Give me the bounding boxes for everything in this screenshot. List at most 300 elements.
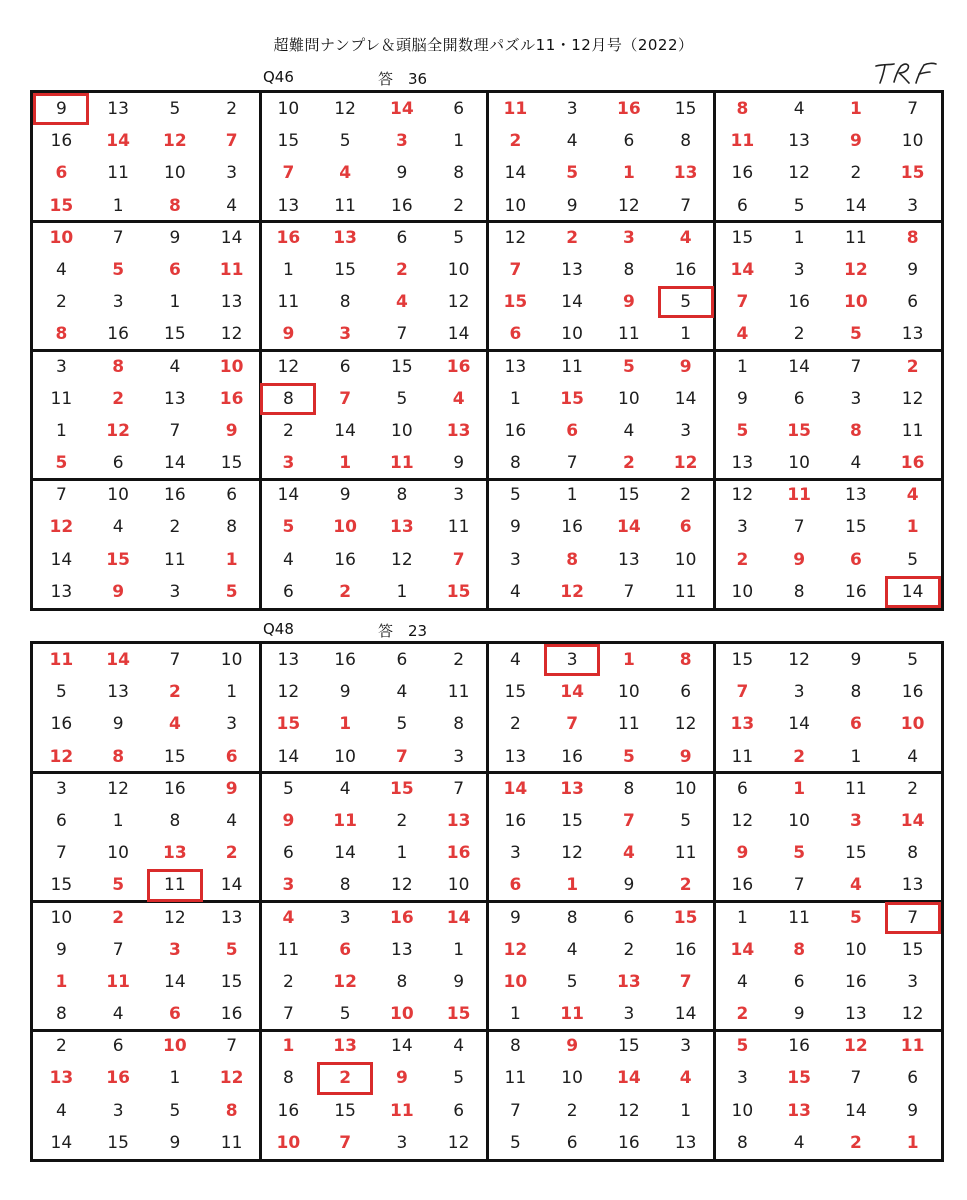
grid-cell: 8 <box>396 971 408 992</box>
grid-cell: 4 <box>679 1068 692 1089</box>
grid-cell: 6 <box>907 1068 919 1089</box>
grid-cell: 9 <box>622 292 635 313</box>
grid-cell: 13 <box>163 843 187 864</box>
grid-cell: 14 <box>446 907 471 928</box>
grid-cell: 16 <box>334 650 356 670</box>
grid-body <box>33 93 941 608</box>
grid-cell: 13 <box>277 195 300 216</box>
grid-cell: 5 <box>509 1132 521 1153</box>
grid-cell: 9 <box>396 163 408 184</box>
grid-cell: 8 <box>793 939 806 960</box>
grid-cell: 10 <box>334 746 356 767</box>
grid-cell: 12 <box>107 778 129 799</box>
grid-cell: 2 <box>849 1132 862 1153</box>
grid-cell: 9 <box>679 746 692 767</box>
grid-cell: 5 <box>849 907 862 928</box>
grid-cell: 3 <box>339 907 351 928</box>
grid-cell: 12 <box>49 517 74 538</box>
highlighted-cell: 14 <box>885 576 941 608</box>
grid-cell: 4 <box>793 1132 805 1153</box>
grid-cell: 5 <box>566 163 579 184</box>
grid-cell: 2 <box>679 875 692 896</box>
grid-cell: 11 <box>447 517 470 538</box>
grid-cell: 2 <box>509 714 521 735</box>
grid-cell: 5 <box>55 682 67 703</box>
grid-cell: 3 <box>55 356 67 377</box>
grid-cell: 5 <box>55 453 68 474</box>
grid-cell: 16 <box>220 1004 243 1025</box>
grid-cell: 1 <box>112 810 124 831</box>
grid-cell: 14 <box>50 1132 73 1153</box>
grid-cell: 5 <box>396 714 408 735</box>
grid-cell: 3 <box>849 810 862 831</box>
grid-cell: 14 <box>674 1004 697 1025</box>
grid-cell: 1 <box>509 388 521 409</box>
highlighted-cell: 11 <box>147 869 203 901</box>
grid-cell: 2 <box>736 1004 749 1025</box>
grid-cell: 6 <box>849 714 862 735</box>
grid-cell: 3 <box>566 99 578 119</box>
grid-cell: 16 <box>674 939 697 960</box>
grid-cell: 15 <box>503 292 528 313</box>
grid-cell: 1 <box>680 1100 692 1121</box>
grid-cell: 3 <box>282 453 295 474</box>
highlighted-cell: 5 <box>658 286 714 318</box>
grid-cell: 15 <box>901 939 924 960</box>
grid-cell: 4 <box>736 971 748 992</box>
grid-cell: 10 <box>674 549 697 570</box>
grid-cell: 6 <box>339 939 352 960</box>
grid-cell: 8 <box>623 259 635 280</box>
grid-cell: 13 <box>730 714 755 735</box>
sudoku-grid <box>30 641 944 1162</box>
grid-cell: 15 <box>164 746 186 767</box>
grid-cell: 3 <box>282 875 295 896</box>
grid-cell: 8 <box>793 581 805 602</box>
grid-cell: 10 <box>447 259 470 280</box>
grid-cell: 1 <box>736 356 748 377</box>
grid-cell: 2 <box>55 1036 67 1057</box>
grid-cell: 2 <box>395 259 408 280</box>
grid-cell: 16 <box>446 356 471 377</box>
grid-cell: 16 <box>164 778 186 799</box>
grid-cell: 5 <box>282 778 294 799</box>
grid-cell: 8 <box>906 227 919 248</box>
grid-cell: 16 <box>277 1100 300 1121</box>
grid-cell: 15 <box>731 650 754 670</box>
grid-cell: 1 <box>396 843 408 864</box>
grid-cell: 11 <box>277 939 300 960</box>
grid-cell: 2 <box>566 227 579 248</box>
grid-cell: 16 <box>164 485 186 506</box>
grid-cell: 16 <box>900 453 925 474</box>
grid-cell: 12 <box>731 485 754 506</box>
grid-cell: 6 <box>736 778 748 799</box>
grid-cell: 14 <box>447 324 470 345</box>
grid-cell: 7 <box>225 131 238 152</box>
grid-cell: 3 <box>453 485 465 506</box>
grid-cell: 14 <box>617 517 641 538</box>
grid-cell: 11 <box>390 1100 414 1121</box>
grid-cell: 11 <box>618 714 640 735</box>
grid-cell: 7 <box>907 99 919 119</box>
grid-cell: 1 <box>906 517 919 538</box>
grid-cell: 12 <box>391 875 413 896</box>
grid-cell: 12 <box>219 1068 244 1089</box>
grid-cell: 5 <box>849 324 862 345</box>
grid-cell: 13 <box>220 292 243 313</box>
grid-cell: 12 <box>901 388 924 409</box>
grid-cell: 4 <box>736 324 749 345</box>
grid-cell: 1 <box>169 1068 181 1089</box>
grid-cell: 4 <box>623 420 635 441</box>
grid-cell: 12 <box>163 131 187 152</box>
grid-cell: 16 <box>391 195 413 216</box>
grid-cell: 15 <box>106 549 130 570</box>
grid-cell: 12 <box>504 227 527 248</box>
grid-cell: 9 <box>339 485 351 506</box>
grid-cell: 5 <box>225 581 238 602</box>
grid-cell: 2 <box>680 485 692 506</box>
grid-cell: 15 <box>391 356 413 377</box>
grid-cell: 7 <box>736 292 749 313</box>
grid-cell: 4 <box>282 549 294 570</box>
grid-cell: 2 <box>112 388 125 409</box>
grid-cell: 8 <box>396 485 408 506</box>
grid-cell: 2 <box>566 1100 578 1121</box>
grid-cell: 7 <box>452 549 465 570</box>
grid-cell: 16 <box>845 971 867 992</box>
grid-cell: 11 <box>845 227 867 248</box>
grid-cell: 16 <box>446 843 471 864</box>
grid-cell: 9 <box>169 227 181 248</box>
grid-cell: 4 <box>168 714 181 735</box>
grid-cell: 12 <box>674 714 697 735</box>
grid-cell: 6 <box>112 1036 124 1057</box>
grid-cell: 5 <box>907 549 919 570</box>
grid-cell: 3 <box>793 682 805 703</box>
grid-cell: 11 <box>618 324 640 345</box>
grid-cell: 13 <box>50 581 73 602</box>
grid-cell: 8 <box>453 714 465 735</box>
grid-cell: 5 <box>112 875 125 896</box>
grid-cell: 16 <box>618 1132 640 1153</box>
grid-cell: 6 <box>453 99 465 119</box>
grid-cell: 4 <box>226 810 238 831</box>
grid-cell: 16 <box>504 810 527 831</box>
grid-cell: 11 <box>106 971 130 992</box>
grid-cell: 13 <box>674 1132 697 1153</box>
grid-cell: 13 <box>787 1100 811 1121</box>
grid-cell: 14 <box>900 810 925 831</box>
grid-cell: 14 <box>334 420 356 441</box>
grid-cell: 6 <box>282 843 294 864</box>
grid-cell: 11 <box>333 810 357 831</box>
grid-cell: 13 <box>618 549 640 570</box>
grid-cell: 9 <box>282 810 295 831</box>
grid-cell: 15 <box>107 1132 129 1153</box>
grid-cell: 11 <box>107 163 129 184</box>
grid-cell: 5 <box>509 485 521 506</box>
grid-cell: 10 <box>674 778 697 799</box>
grid-cell: 15 <box>674 99 697 119</box>
grid-cell: 7 <box>169 650 181 670</box>
puzzle-label: Q46 <box>263 68 294 86</box>
grid-cell: 11 <box>674 843 697 864</box>
grid-cell: 11 <box>504 1068 527 1089</box>
grid-cell: 11 <box>730 131 755 152</box>
grid-cell: 9 <box>55 939 67 960</box>
grid-cell: 13 <box>845 1004 867 1025</box>
grid-cell: 10 <box>901 131 924 152</box>
grid-cell: 15 <box>731 227 754 248</box>
grid-cell: 16 <box>788 1036 810 1057</box>
grid-cell: 9 <box>112 714 124 735</box>
grid-cell: 16 <box>219 388 244 409</box>
grid-cell: 14 <box>390 99 414 119</box>
grid-cell: 9 <box>509 517 521 538</box>
grid-cell: 14 <box>730 939 755 960</box>
grid-cell: 8 <box>679 650 692 670</box>
grid-cell: 7 <box>339 388 352 409</box>
grid-cell: 9 <box>566 1036 579 1057</box>
grid-cell: 11 <box>49 650 74 670</box>
grid-cell: 10 <box>844 292 868 313</box>
grid-cell: 3 <box>509 549 521 570</box>
grid-cell: 14 <box>220 227 243 248</box>
grid-cell: 9 <box>850 650 862 670</box>
grid-cell: 10 <box>220 650 243 670</box>
grid-cell: 8 <box>225 1100 238 1121</box>
highlighted-cell: 7 <box>885 902 941 934</box>
grid-cell: 3 <box>55 778 67 799</box>
grid-cell: 15 <box>334 259 356 280</box>
grid-cell: 15 <box>50 875 73 896</box>
grid-cell: 16 <box>50 131 73 152</box>
grid-cell: 3 <box>226 714 238 735</box>
grid-cell: 13 <box>561 259 583 280</box>
grid-cell: 16 <box>731 875 754 896</box>
grid-cell: 2 <box>622 453 635 474</box>
grid-cell: 7 <box>793 875 805 896</box>
grid-cell: 1 <box>566 875 579 896</box>
grid-cell: 8 <box>226 517 238 538</box>
grid-cell: 6 <box>793 971 805 992</box>
grid-cell: 7 <box>679 971 692 992</box>
grid-cell: 16 <box>390 907 414 928</box>
grid-cell: 7 <box>55 843 67 864</box>
grid-cell: 12 <box>391 549 413 570</box>
grid-cell: 2 <box>282 420 294 441</box>
grid-cell: 1 <box>55 971 68 992</box>
grid-cell: 12 <box>788 163 810 184</box>
grid-cell: 13 <box>617 971 641 992</box>
grid-cell: 1 <box>396 581 408 602</box>
grid-cell: 7 <box>622 810 635 831</box>
grid-cell: 15 <box>618 485 640 506</box>
grid-cell: 13 <box>560 778 584 799</box>
grid-cell: 9 <box>453 971 465 992</box>
grid-cell: 11 <box>787 485 811 506</box>
grid-cell: 15 <box>390 778 414 799</box>
grid-cell: 8 <box>623 778 635 799</box>
grid-cell: 13 <box>277 650 300 670</box>
grid-cell: 4 <box>55 1100 67 1121</box>
grid-cell: 4 <box>282 907 295 928</box>
grid-cell: 2 <box>906 356 919 377</box>
grid-cell: 8 <box>169 810 181 831</box>
grid-cell: 8 <box>282 1068 294 1089</box>
grid-cell: 13 <box>164 388 186 409</box>
grid-cell: 16 <box>788 292 810 313</box>
grid-cell: 7 <box>112 227 124 248</box>
grid-cell: 6 <box>339 356 351 377</box>
answer-label: 答 36 <box>378 70 428 88</box>
grid-cell: 5 <box>339 1004 351 1025</box>
grid-cell: 13 <box>731 453 754 474</box>
grid-cell: 4 <box>453 1036 465 1057</box>
grid-cell: 14 <box>845 195 867 216</box>
grid-cell: 3 <box>850 388 862 409</box>
grid-cell: 10 <box>333 517 357 538</box>
signature <box>872 60 938 86</box>
grid-cell: 3 <box>736 517 748 538</box>
grid-cell: 1 <box>55 420 67 441</box>
grid-cell: 11 <box>674 581 697 602</box>
grid-cell: 10 <box>561 1068 583 1089</box>
grid-cell: 12 <box>788 650 810 670</box>
grid-cell: 11 <box>561 356 583 377</box>
grid-cell: 16 <box>561 517 583 538</box>
grid-cell: 14 <box>674 388 697 409</box>
grid-cell: 13 <box>391 939 413 960</box>
grid-cell: 15 <box>334 1100 356 1121</box>
grid-cell: 11 <box>900 1036 925 1057</box>
grid-cell: 11 <box>390 453 414 474</box>
grid-cell: 12 <box>164 907 186 928</box>
grid-cell: 6 <box>509 324 522 345</box>
grid-cell: 12 <box>731 810 754 831</box>
grid-cell: 7 <box>169 420 181 441</box>
grid-cell: 2 <box>453 650 465 670</box>
grid-cell: 4 <box>849 875 862 896</box>
grid-cell: 7 <box>509 259 522 280</box>
grid-cell: 5 <box>169 1100 181 1121</box>
grid-cell: 8 <box>55 1004 67 1025</box>
grid-cell: 9 <box>736 843 749 864</box>
grid-cell: 12 <box>673 453 698 474</box>
grid-cell: 10 <box>164 163 186 184</box>
grid-cell: 3 <box>680 1036 692 1057</box>
grid-cell: 2 <box>793 746 806 767</box>
grid-cell: 6 <box>453 1100 465 1121</box>
grid-cell: 8 <box>849 420 862 441</box>
grid-cell: 8 <box>453 163 465 184</box>
grid-cell: 3 <box>395 131 408 152</box>
grid-cell: 8 <box>736 1132 748 1153</box>
grid-cell: 3 <box>453 746 465 767</box>
grid-cell: 4 <box>793 99 805 119</box>
grid-cell: 13 <box>901 324 924 345</box>
grid-cell: 16 <box>106 1068 130 1089</box>
grid-cell: 16 <box>901 682 924 703</box>
grid-cell: 15 <box>276 714 301 735</box>
puzzle-label: Q48 <box>263 620 294 638</box>
grid-cell: 9 <box>225 778 238 799</box>
grid-cell: 1 <box>339 714 352 735</box>
highlighted-cell: 3 <box>544 644 600 676</box>
grid-cell: 1 <box>622 163 635 184</box>
grid-cell: 5 <box>339 131 351 152</box>
grid-cell: 9 <box>849 131 862 152</box>
grid-cell: 7 <box>736 682 749 703</box>
grid-cell: 7 <box>226 1036 238 1057</box>
grid-cell: 1 <box>566 485 578 506</box>
grid-cell: 9 <box>907 1100 919 1121</box>
grid-cell: 6 <box>112 453 124 474</box>
grid-cell: 3 <box>622 227 635 248</box>
grid-cell: 8 <box>566 907 578 928</box>
grid-cell: 7 <box>566 453 578 474</box>
grid-cell: 1 <box>169 292 181 313</box>
grid-cell: 14 <box>730 259 755 280</box>
grid-cell: 13 <box>107 682 129 703</box>
grid-cell: 14 <box>164 971 186 992</box>
grid-cell: 10 <box>391 420 413 441</box>
grid-cell: 6 <box>396 650 408 670</box>
grid-cell: 16 <box>674 259 697 280</box>
grid-cell: 8 <box>339 292 351 313</box>
grid-cell: 10 <box>900 714 925 735</box>
grid-cell: 13 <box>673 163 698 184</box>
grid-cell: 7 <box>282 1004 294 1025</box>
grid-cell: 4 <box>566 939 578 960</box>
grid-cell: 16 <box>561 746 583 767</box>
grid-cell: 13 <box>333 227 357 248</box>
grid-cell: 13 <box>901 875 924 896</box>
grid-cell: 3 <box>907 971 919 992</box>
grid-cell: 6 <box>566 1132 578 1153</box>
grid-cell: 5 <box>622 356 635 377</box>
grid-cell: 6 <box>907 292 919 313</box>
grid-cell: 13 <box>446 810 471 831</box>
grid-cell: 8 <box>850 682 862 703</box>
grid-cell: 2 <box>736 549 749 570</box>
grid-cell: 8 <box>112 356 125 377</box>
grid-cell: 13 <box>220 907 243 928</box>
highlighted-cell: 2 <box>317 1062 373 1094</box>
grid-cell: 2 <box>225 843 238 864</box>
grid-cell: 9 <box>566 195 578 216</box>
grid-cell: 4 <box>622 843 635 864</box>
grid-cell: 1 <box>850 746 862 767</box>
grid-cell: 12 <box>277 682 300 703</box>
grid-cell: 2 <box>793 324 805 345</box>
grid-cell: 2 <box>453 195 465 216</box>
grid-cell: 9 <box>907 259 919 280</box>
grid-cell: 10 <box>277 99 300 119</box>
grid-cell: 15 <box>900 163 925 184</box>
grid-cell: 7 <box>55 485 67 506</box>
grid-cell: 2 <box>509 131 522 152</box>
grid-cell: 5 <box>396 388 408 409</box>
grid-cell: 3 <box>793 259 805 280</box>
grid-cell: 14 <box>106 131 130 152</box>
grid-cell: 12 <box>561 843 583 864</box>
grid-cell: 7 <box>339 1132 352 1153</box>
grid-cell: 16 <box>107 324 129 345</box>
grid-cell: 11 <box>845 778 867 799</box>
